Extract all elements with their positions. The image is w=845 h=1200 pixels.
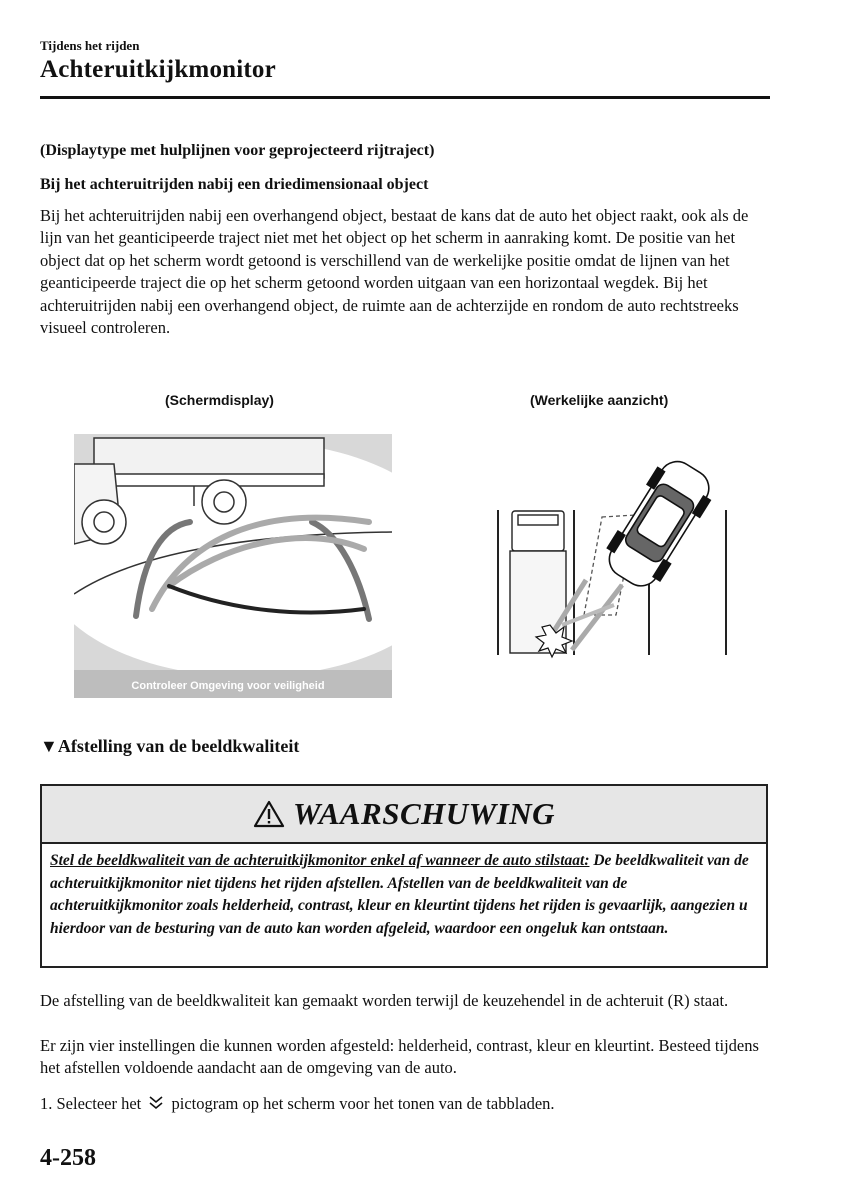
- step-number: 1.: [40, 1094, 53, 1113]
- screen-display-illustration: [74, 434, 392, 698]
- warning-lead: Stel de beeldkwaliteit van de achteruitkijkmonitor enkel af wanneer de auto stilstaat:: [50, 852, 590, 869]
- step-text-after: pictogram op het scherm voor het tonen van de tabbladen.: [171, 1094, 555, 1113]
- step-text-before: Selecteer het: [56, 1094, 142, 1113]
- triangle-down-icon: ▼: [40, 736, 58, 756]
- screen-display-label: (Schermdisplay): [165, 392, 274, 408]
- section-title: Afstelling van de beeldkwaliteit: [57, 736, 300, 756]
- double-chevron-down-icon: [147, 1095, 165, 1111]
- warning-box: [40, 784, 768, 968]
- display-type-subheading: (Displaytype met hulplijnen voor geprojecteerd rijtraject): [40, 142, 435, 159]
- warning-body: De beeldkwaliteit van de achteruitkijkmonitor niet tijdens het rijden afstellen. Afstellen van de beeldkwaliteit van de achteruitkijkmonitor zoals helderheid, contrast, kleur en kleurtint tijdens het rijden is gevaarlijk, aangezien u hierdoor van de besturing van de auto kan worden afgeleid, waardoor een ongeluk kan ontstaan.: [50, 852, 749, 937]
- page-number: 4-258: [40, 1145, 96, 1171]
- actual-view-label: (Werkelijke aanzicht): [530, 392, 669, 408]
- step-1: [40, 1093, 770, 1115]
- object-subheading: Bij het achteruitrijden nabij een driedimensionaal object: [40, 176, 429, 193]
- title-rule: [40, 96, 770, 99]
- body-paragraph: Bij het achteruitrijden nabij een overhangend object, bestaat de kans dat de auto het object raakt, ook als de lijn van het geanticipeerde traject niet met het object op het scherm in aanraking komt. De positie van het object dat op het scherm wordt getoond is verschillend van de werkelijke positie omdat de lijnen van het geanticipeerde traject die op het scherm getoond worden uitgaan van een horizontaal wegdek. Bij het achteruitrijden nabij een overhangend object, de ruimte aan de achterzijde en rondom de auto rechtstreeks visueel controleren.: [40, 206, 749, 338]
- warning-triangle-icon: [253, 800, 285, 828]
- warning-header: [42, 786, 766, 844]
- adjustment-paragraph: De afstelling van de beeldkwaliteit kan gemaakt worden terwijl de keuzehendel in de achteruit (R) staat.: [40, 991, 729, 1010]
- page-title: Achteruitkijkmonitor: [40, 56, 276, 83]
- screen-caption: Controleer Omgeving voor veiligheid: [131, 680, 325, 692]
- warning-title: WAARSCHUWING: [292, 796, 556, 831]
- settings-paragraph: Er zijn vier instellingen die kunnen worden afgesteld: helderheid, contrast, kleur en kleurtint. Besteed tijdens het afstellen voldoende aandacht aan de omgeving van de auto.: [40, 1036, 759, 1078]
- warning-text: [50, 850, 762, 940]
- section-heading-image-quality: [40, 736, 299, 757]
- actual-view-illustration: [494, 455, 734, 665]
- section-label: Tijdens het rijden: [40, 38, 140, 53]
